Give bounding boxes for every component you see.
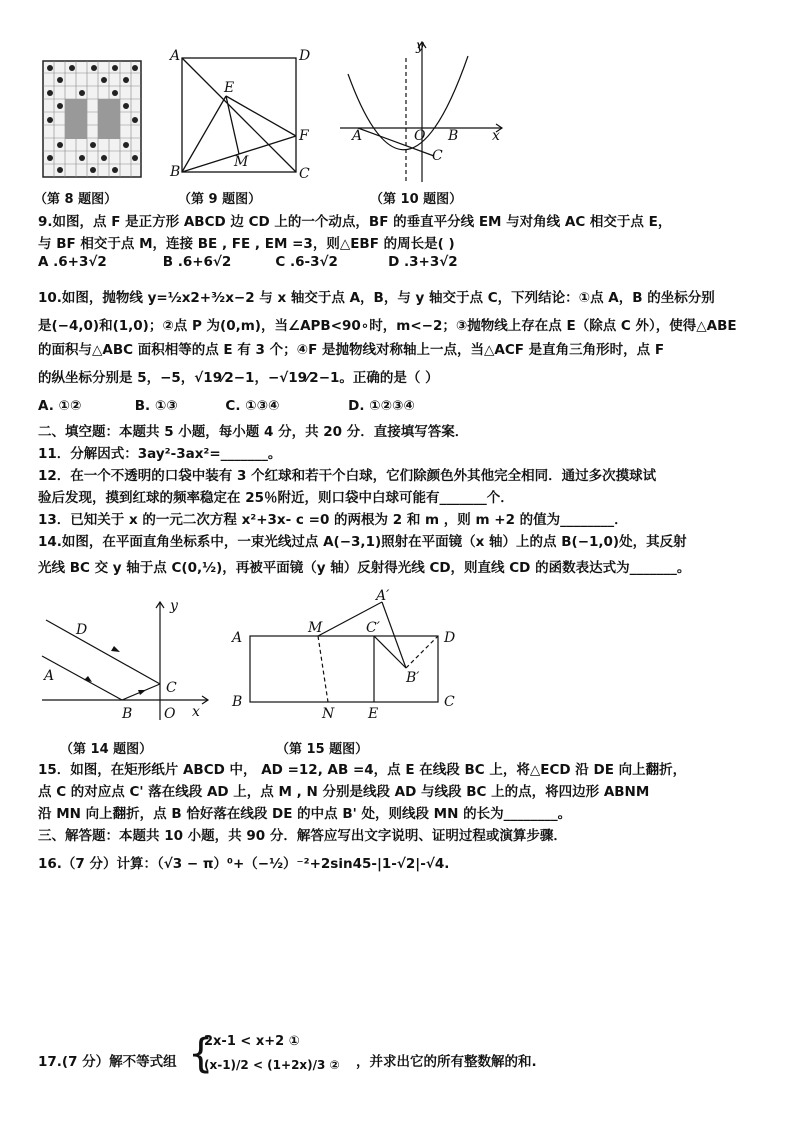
- q11: 11．分解因式：3ay²-3ax²=_______。: [38, 446, 282, 462]
- folded-rectangle-figure: [226, 588, 466, 724]
- q9-option-d: D .3+3√2: [388, 254, 458, 270]
- q9-option-c: C .6-3√2: [275, 254, 338, 270]
- label-E: E: [368, 706, 379, 722]
- label-C-prime: C′: [366, 620, 380, 636]
- q13: 13．已知关于 x 的一元二次方程 x²+3x- c =0 的两根为 2 和 m ，则 m +2 的值为________．: [38, 512, 628, 528]
- q9-option-b: B .6+6√2: [162, 254, 232, 270]
- q10-option-b: B. ①③: [134, 398, 178, 414]
- label-B: B: [122, 706, 133, 722]
- q9-option-a: A .6+3√2: [38, 254, 107, 270]
- chessboard-figure: [42, 60, 142, 178]
- label-y: y: [170, 598, 178, 614]
- label-B-prime: B′: [406, 670, 420, 686]
- fig14-caption: （第 14 题图）: [60, 742, 153, 757]
- q17-suffix: ，并求出它的所有整数解的和.: [356, 1054, 537, 1070]
- section3-heading: 三、解答题：本题共 10 小题，共 90 分．解答应写出文字说明、证明过程或演算步骤．: [38, 828, 567, 844]
- q10-line4: 的纵坐标分别是 5，−5，√19⁄2−1，−√19⁄2−1。正确的是（ ）: [38, 370, 439, 386]
- label-N: N: [322, 706, 335, 722]
- label-C: C: [166, 680, 177, 696]
- label-B: B: [232, 694, 243, 710]
- label-B: B: [448, 128, 459, 144]
- q9-options: [38, 254, 458, 270]
- q10-option-c: C. ①③④: [225, 398, 280, 414]
- fig9-caption: （第 9 题图）: [178, 192, 262, 207]
- label-E: E: [224, 80, 235, 96]
- fig15-caption: （第 15 题图）: [276, 742, 369, 757]
- fig10-caption: （第 10 题图）: [370, 192, 463, 207]
- parabola-figure: [336, 36, 506, 186]
- label-A: A: [352, 128, 363, 144]
- label-A: A: [44, 668, 55, 684]
- section2-heading: 二、填空题：本题共 5 小题，每小题 4 分，共 20 分．直接填写答案．: [38, 424, 469, 440]
- q15-line3: 沿 MN 向上翻折，点 B 恰好落在线段 DE 的中点 B' 处，则线段 MN 的长为________。: [38, 806, 572, 822]
- q10-option-a: A. ①②: [38, 398, 82, 414]
- q15-line2: 点 C 的对应点 C' 落在线段 AD 上，点 M , N 分别是线段 AD 与线段 BC 上的点，将四边形 ABNM: [38, 784, 650, 800]
- label-D: D: [444, 630, 456, 646]
- label-F: F: [299, 128, 309, 144]
- label-O: O: [164, 706, 176, 722]
- label-M: M: [234, 154, 249, 170]
- q16: 16.（7 分）计算：（√3 − π）⁰+（−½）⁻²+2sin45-|1-√2|-√4.: [38, 856, 450, 872]
- label-A: A: [232, 630, 243, 646]
- label-D: D: [299, 48, 311, 64]
- q10-line3: 的面积与△ABC 面积相等的点 E 有 3 个；④F 是抛物线对称轴上一点，当△ACF 是直角三角形时，点 F: [38, 342, 665, 358]
- label-x: x: [492, 128, 500, 144]
- label-D: D: [76, 622, 88, 638]
- q10-line1: 10.如图，抛物线 y=½x2+³⁄₂x−2 与 x 轴交于点 A，B，与 y 轴交于点 C，下列结论：①点 A，B 的坐标分别: [38, 290, 715, 306]
- q10-line2: 是(−4,0)和(1,0)；②点 P 为(0,m)，当∠APB<90∘时，m<−2；③抛物线上存在点 E（除点 C 外），使得△ABE: [38, 318, 737, 334]
- label-B: B: [170, 164, 181, 180]
- label-A-prime: A′: [376, 588, 390, 604]
- label-x: x: [192, 704, 200, 720]
- q9-line1: 9.如图，点 F 是正方形 ABCD 边 CD 上的一个动点，BF 的垂直平分线 EM 与对角线 AC 相交于点 E，: [38, 214, 672, 230]
- q14-line2: 光线 BC 交 y 轴于点 C(0,½)，再被平面镜（y 轴）反射得光线 CD，则直线 CD 的函数表达式为_______。: [38, 560, 691, 576]
- light-reflection-figure: [36, 596, 216, 726]
- label-C: C: [432, 148, 443, 164]
- q12-line1: 12．在一个不透明的口袋中装有 3 个红球和若干个白球，它们除颜色外其他完全相同．通过多次摸球试: [38, 468, 657, 484]
- q14-line1: 14.如图，在平面直角坐标系中，一束光线过点 A(−3,1)照射在平面镜（x 轴）上的点 B(−1,0)处，其反射: [38, 534, 687, 550]
- label-O: O: [414, 128, 426, 144]
- q15-line1: 15．如图，在矩形纸片 ABCD 中， AD =12, AB =4，点 E 在线段 BC 上，将△ECD 沿 DE 向上翻折，: [38, 762, 687, 778]
- fig8-caption: （第 8 题图）: [34, 192, 118, 207]
- label-C: C: [444, 694, 455, 710]
- label-y: y: [416, 38, 424, 54]
- label-C: C: [299, 166, 310, 182]
- label-A: A: [170, 48, 181, 64]
- q17-inequality-1: 2x-1 < x+2 ①: [204, 1034, 300, 1049]
- q17-brace: {: [188, 1031, 214, 1077]
- q10-option-d: D. ①②③④: [348, 398, 415, 414]
- q12-line2: 验后发现，摸到红球的频率稳定在 25％附近，则口袋中白球可能有_______个．: [38, 490, 514, 506]
- q10-options: [38, 398, 415, 414]
- q9-line2: 与 BF 相交于点 M，连接 BE , FE , EM =3，则△EBF 的周长是( ): [38, 236, 455, 252]
- q17-inequality-2: (x-1)/2 < (1+2x)/3 ②: [204, 1058, 340, 1072]
- square-figure: [168, 48, 318, 183]
- q17-prefix: 17.(7 分）解不等式组: [38, 1054, 177, 1070]
- label-M: M: [308, 620, 323, 636]
